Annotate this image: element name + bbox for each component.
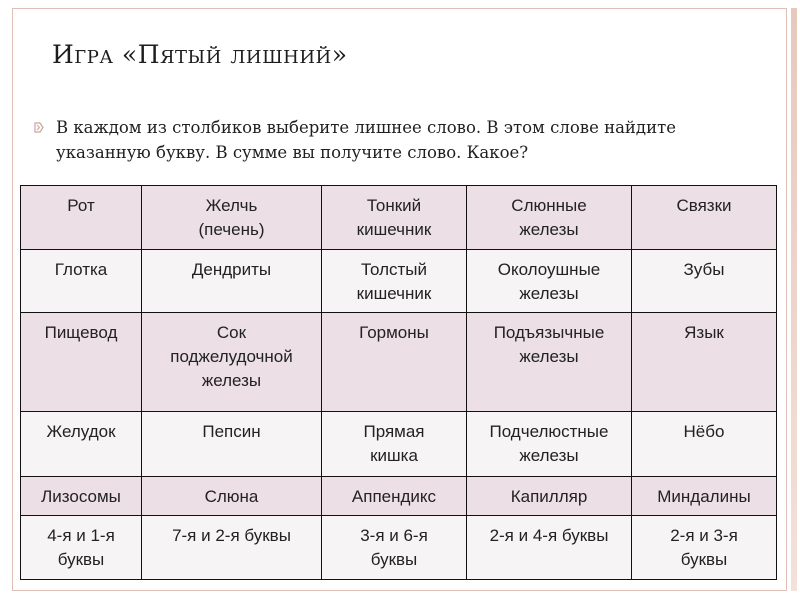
game-table: [20, 185, 777, 580]
cell-text: 2-я и 3-я буквы: [670, 526, 738, 570]
table-cell: [322, 249, 467, 313]
cell-text: Подчелюстные железы: [489, 421, 609, 465]
cell-text: Глотка: [54, 259, 108, 279]
cell-text: Сок поджелудочной железы: [170, 323, 293, 391]
cell-text: Гормоны: [359, 323, 429, 343]
table-cell: [322, 313, 467, 412]
table-cell: [467, 477, 632, 516]
table-cell: [142, 186, 322, 250]
table-cell: [21, 186, 142, 250]
table-cell: [632, 313, 777, 412]
cell-text: Толстый кишечник: [356, 259, 432, 303]
table-cell: [322, 186, 467, 250]
slide-title: Игра «Пятый лишний»: [52, 40, 348, 69]
table-cell: [21, 249, 142, 313]
cell-text: 7-я и 2-я буквы: [172, 526, 291, 546]
cell-text: Прямая кишка: [363, 421, 425, 465]
cell-text: Околоушные железы: [497, 259, 601, 303]
table-row: [21, 477, 777, 516]
table-cell: [142, 516, 322, 580]
table-row: [21, 249, 777, 313]
cell-text: Капилляр: [510, 487, 588, 507]
cell-text: 4-я и 1-я буквы: [47, 526, 115, 570]
table-cell: [142, 477, 322, 516]
cell-text: Миндалины: [657, 487, 751, 507]
cell-text: Желчь (печень): [198, 196, 265, 239]
cell-text: Рот: [67, 196, 95, 215]
table-cell: [21, 411, 142, 477]
cell-text: Связки: [676, 196, 732, 215]
table-row: [21, 313, 777, 412]
cell-text: Пепсин: [202, 421, 261, 441]
instruction-bullet: [34, 115, 774, 165]
table-cell: [467, 186, 632, 250]
table-cell: [142, 411, 322, 477]
table-cell: [142, 249, 322, 313]
cell-text: Лизосомы: [41, 487, 121, 507]
cell-text: Пищевод: [44, 323, 118, 343]
table-cell: [467, 313, 632, 412]
table-cell: [632, 249, 777, 313]
table-cell: [21, 313, 142, 412]
cell-text: Слюна: [204, 487, 259, 507]
table-cell: [632, 411, 777, 477]
cell-text: 2-я и 4-я буквы: [489, 526, 609, 546]
cell-text: Слюнные железы: [511, 196, 587, 239]
table-cell: [632, 477, 777, 516]
cell-text: Аппендикс: [351, 487, 437, 507]
table-cell: [142, 313, 322, 412]
cell-text: Дендриты: [191, 259, 272, 279]
table-cell: [632, 186, 777, 250]
cell-text: Язык: [684, 323, 724, 343]
cell-text: Зубы: [683, 259, 725, 279]
table-cell: [21, 477, 142, 516]
table-cell: [322, 411, 467, 477]
table-cell: [322, 516, 467, 580]
table-row: [21, 186, 777, 250]
instruction-text: В каждом из столбиков выберите лишнее слово. В этом слове найдите указанную букву. В сумме вы получите слово. Какое?: [56, 118, 676, 162]
cell-text: 3-я и 6-я буквы: [360, 526, 428, 570]
cell-text: Желудок: [46, 421, 116, 441]
decorative-side-bar: [791, 8, 797, 591]
table-cell: [632, 516, 777, 580]
table-cell: [467, 411, 632, 477]
cell-text: Нёбо: [683, 421, 725, 441]
table-cell: [21, 516, 142, 580]
table-cell: [322, 477, 467, 516]
bullet-icon: [34, 122, 44, 133]
table-row: [21, 516, 777, 580]
table-row: [21, 411, 777, 477]
cell-text: Тонкий кишечник: [356, 196, 432, 239]
table-cell: [467, 249, 632, 313]
table-cell: [467, 516, 632, 580]
cell-text: Подъязычные железы: [493, 323, 605, 367]
